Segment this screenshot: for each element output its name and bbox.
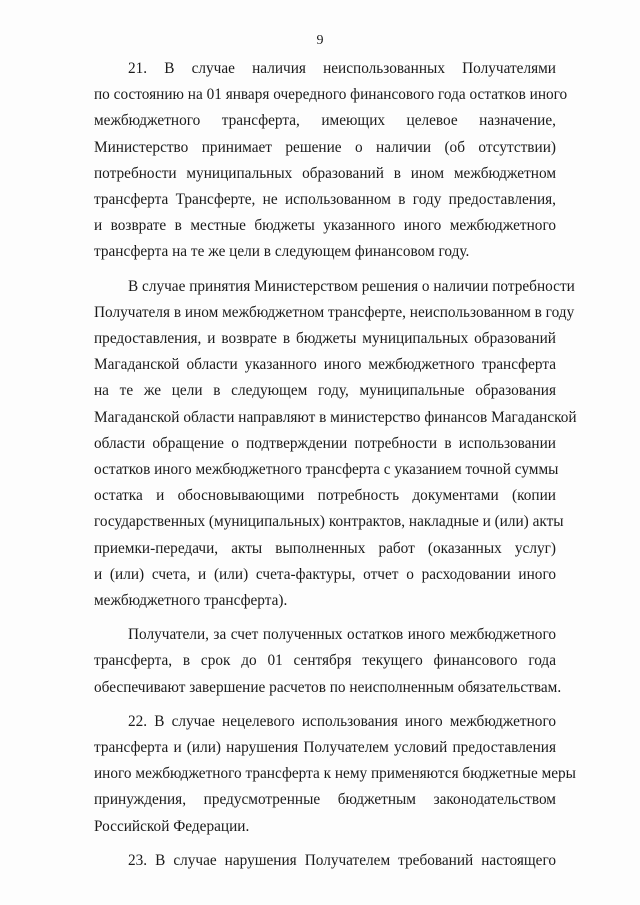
text-line: 22. В случае нецелевого использования иного межбюджетного <box>128 712 556 730</box>
paragraph-23 <box>94 848 556 874</box>
text-line: Получателя в ином межбюджетном трансферте, неиспользованном в году <box>94 303 575 321</box>
text-line: и возврате в местные бюджеты указанного иного межбюджетного <box>94 217 556 235</box>
page-number: 9 <box>316 33 324 48</box>
paragraph-gap <box>94 701 556 709</box>
text-line: на те же цели в следующем году, муниципальные образования <box>94 382 556 400</box>
text-line: трансферта и (или) нарушения Получателем условий предоставления <box>94 739 556 757</box>
text-line: Магаданской области направляют в министерство финансов Магаданской <box>94 408 577 426</box>
text-line: остатка и обосновывающими потребность документами (копии <box>94 487 556 505</box>
text-line: 21. В случае наличия неиспользованных Получателями <box>128 60 556 77</box>
text-line: обеспечивают завершение расчетов по неисполненным обязательствам. <box>94 678 562 696</box>
text-line: Магаданской области указанного иного межбюджетного трансферта <box>94 356 556 374</box>
text-line: трансферта на те же цели в следующем финансовом году. <box>94 243 470 261</box>
text-line: В случае принятия Министерством решения о наличии потребности <box>128 277 575 295</box>
paragraph-ministry-decision <box>94 274 577 615</box>
text-line: межбюджетного трансферта, имеющих целевое назначение, <box>94 112 556 130</box>
text-line: Получатели, за счет полученных остатков иного межбюджетного <box>128 626 556 644</box>
paragraph-21 <box>94 56 568 266</box>
text-line: Российской Федерации. <box>94 817 250 835</box>
text-line: приемки-передачи, акты выполненных работ (оказанных услуг) <box>94 539 556 557</box>
text-line: принуждения, предусмотренные бюджетным законодательством <box>94 791 556 809</box>
text-line: трансферта Трансферте, не использованном в году предоставления, <box>94 191 556 209</box>
text-line: государственных (муниципальных) контрактов, накладные и (или) акты <box>94 513 564 531</box>
text-line: по состоянию на 01 января очередного финансового года остатков иного <box>94 86 568 104</box>
text-line: области обращение о подтверждении потребности в использовании <box>94 434 556 452</box>
text-line: 23. В случае нарушения Получателем требований настоящего <box>128 851 556 869</box>
text-line: трансферта, в срок до 01 сентября текущего финансового года <box>94 652 556 670</box>
paragraph-gap <box>94 614 556 622</box>
text-line: и (или) счета, и (или) счета-фактуры, отчет о расходовании иного <box>94 565 556 583</box>
paragraph-gap <box>94 266 556 274</box>
text-line: предоставления, и возврате в бюджеты муниципальных образований <box>94 330 556 348</box>
paragraph-recipients <box>94 622 562 701</box>
text-line: остатков иного межбюджетного трансферта с указанием точной суммы <box>94 461 559 479</box>
paragraph-22 <box>94 709 576 840</box>
text-line: потребности муниципальных образований в ином межбюджетном <box>94 164 556 182</box>
text-line: иного межбюджетного трансферта к нему применяются бюджетные меры <box>94 765 576 783</box>
text-line: Министерство принимает решение о наличии (об отсутствии) <box>94 138 556 156</box>
paragraph-gap <box>94 840 556 848</box>
text-line: межбюджетного трансферта). <box>94 592 288 610</box>
document-body <box>94 56 577 874</box>
